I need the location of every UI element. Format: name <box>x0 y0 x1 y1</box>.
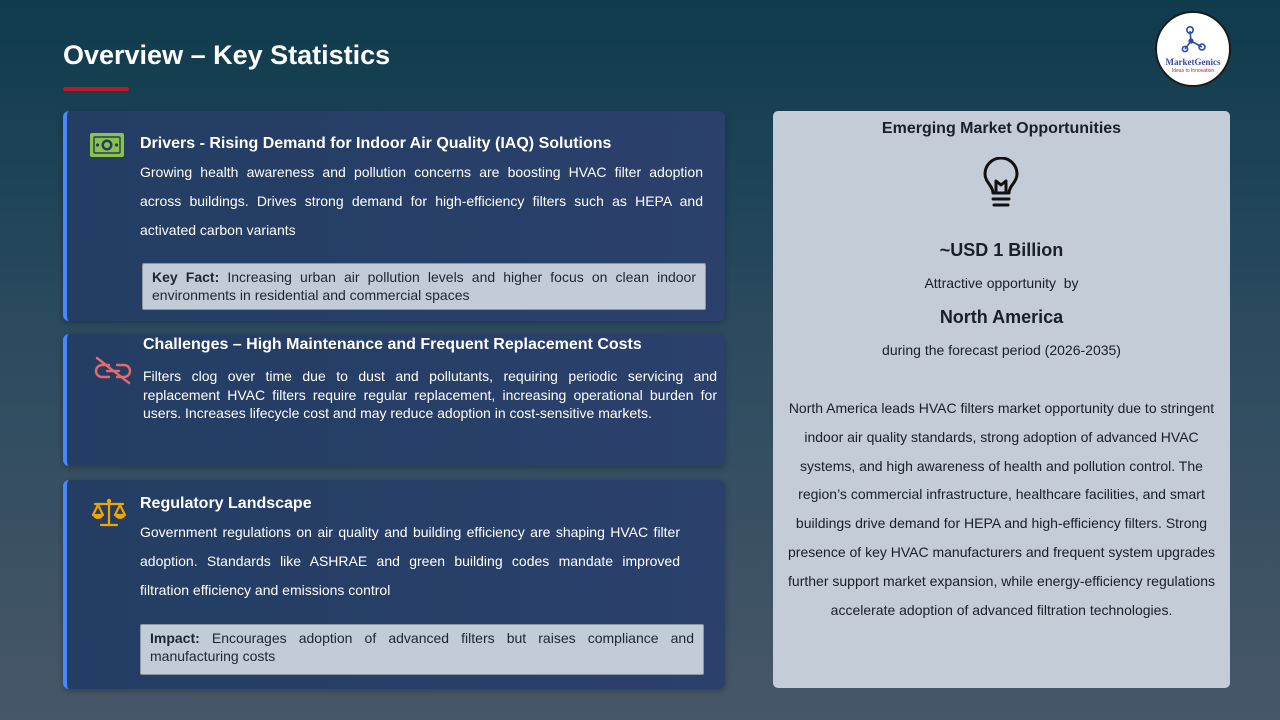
opportunity-description: North America leads HVAC filters market opportunity due to stringent indoor air quality standards, strong adoption of advanced HVAC systems, and high awareness of health and pollution control. The region’s commercial infrastructure, healthcare facilities, and smart buildings drive demand for HEPA and high-efficiency filters. Strong presence of key HVAC manufacturers and frequent system upgrades further support market expansion, while energy-efficiency regulations accelerate adoption of advanced filtration technologies. <box>788 400 1215 618</box>
broken-link-icon <box>93 354 133 386</box>
drivers-card <box>63 111 725 321</box>
title-underline <box>63 87 129 91</box>
network-icon <box>1181 25 1207 53</box>
lightbulb-icon <box>979 157 1023 211</box>
challenges-heading: Challenges – High Maintenance and Frequent Replacement Costs <box>143 336 642 353</box>
opportunity-panel <box>773 111 1230 688</box>
page-title: Overview – Key Statistics <box>63 40 391 70</box>
opportunity-subtitle: Attractive opportunity by <box>924 275 1079 291</box>
impact-callout <box>140 624 704 675</box>
challenges-body: Filters clog over time due to dust and pollutants, requiring periodic servicing and replacement HVAC filters require regular replacement, increasing operational burden for users. Increases lifecycle cost and may reduce adoption in cost-sensitive markets. <box>143 368 717 421</box>
opportunity-period: during the forecast period (2026-2035) <box>882 342 1121 358</box>
opportunity-value: ~USD 1 Billion <box>939 240 1064 260</box>
impact-text: Encourages adoption of advanced filters but raises compliance and manufacturing costs <box>150 630 694 664</box>
regulatory-body: Government regulations on air quality and building efficiency are shaping HVAC filter adoption. Standards like ASHRAE and green building codes mandate improved filtration efficiency and emissions control <box>140 524 680 598</box>
money-icon <box>89 132 125 158</box>
regulatory-card <box>63 480 725 689</box>
impact-label: Impact: <box>150 630 200 646</box>
challenges-card <box>63 334 725 466</box>
opportunity-title: Emerging Market Opportunities <box>881 120 1122 137</box>
key-fact-callout <box>142 263 706 310</box>
logo-name: MarketGenics <box>1165 57 1221 67</box>
key-fact-text: Increasing urban air pollution levels and higher focus on clean indoor environments in residential and commercial spaces <box>152 269 697 303</box>
key-fact-label: Key Fact: <box>152 269 220 285</box>
regulatory-heading: Regulatory Landscape <box>140 495 312 512</box>
company-logo <box>1155 11 1231 87</box>
logo-tagline: Ideas to Innovation <box>1171 68 1215 74</box>
opportunity-region: North America <box>939 307 1064 327</box>
drivers-heading: Drivers - Rising Demand for Indoor Air Quality (IAQ) Solutions <box>140 135 612 152</box>
drivers-body: Growing health awareness and pollution concerns are boosting HVAC filter adoption across buildings. Drives strong demand for high-efficiency filters such as HEPA and activated carbon variants <box>140 164 703 238</box>
scales-icon <box>90 497 128 529</box>
